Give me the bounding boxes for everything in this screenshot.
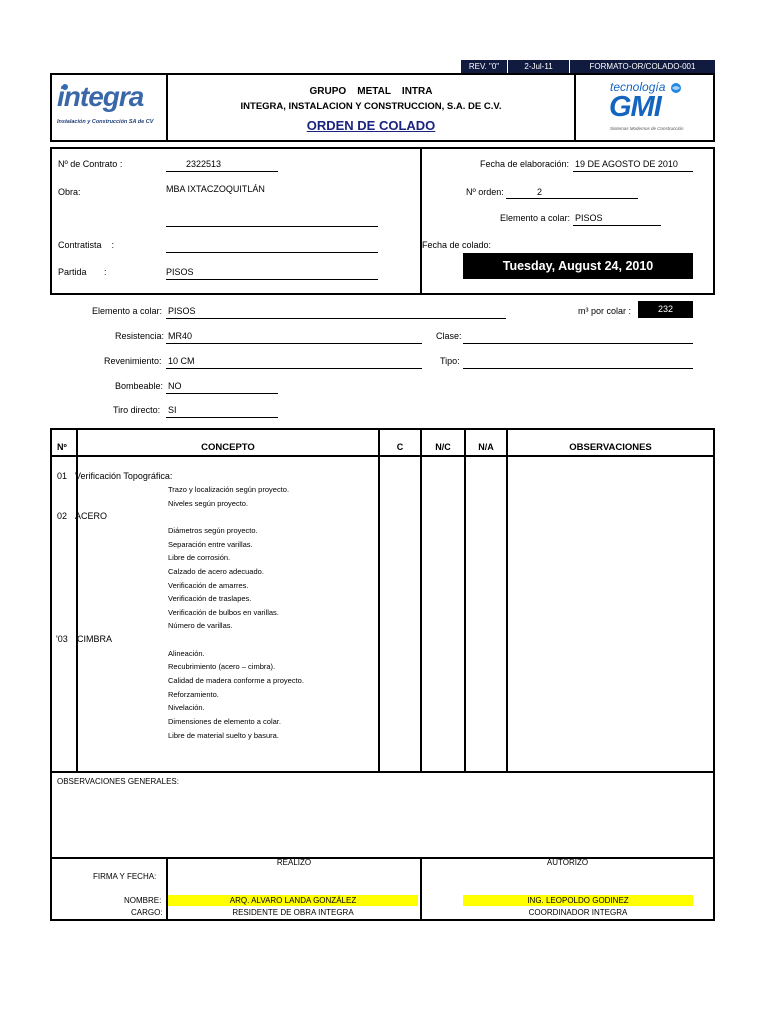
integra-logo xyxy=(55,78,165,138)
elemento-right-label: Elemento a colar: xyxy=(500,213,571,223)
partida-value: PISOS xyxy=(166,267,194,277)
checklist-item: Número de varillas. xyxy=(168,621,233,630)
realizo-nombre: ARQ. ALVARO LANDA GONZÁLEZ xyxy=(168,895,418,906)
gmi-logo xyxy=(580,78,710,138)
fecha-colado-value: Tuesday, August 24, 2010 xyxy=(463,253,693,279)
col-header-c: C xyxy=(396,442,404,452)
contract-value: 2322513 xyxy=(186,159,222,169)
nombre-label: NOMBRE: xyxy=(124,896,162,905)
clase-label: Clase: xyxy=(436,331,462,341)
checklist-item: Niveles según proyecto. xyxy=(168,499,249,508)
col-header-observaciones: OBSERVACIONES xyxy=(569,442,652,453)
checklist-item: Alineación. xyxy=(168,649,205,658)
autorizo-cargo: COORDINADOR INTEGRA xyxy=(528,908,628,917)
col-header-nc: N/C xyxy=(435,442,451,452)
revision-label: REV. "0" xyxy=(461,60,508,74)
checklist-item: Verificación de bulbos en varillas. xyxy=(168,608,279,617)
col-header-na: N/A xyxy=(478,442,494,452)
gmi-logo-top: tecnología xyxy=(610,80,666,94)
checklist-item: Verificación de amarres. xyxy=(168,581,249,590)
bombeable-value: NO xyxy=(168,381,182,391)
section-title: CIMBRA xyxy=(77,634,113,644)
spec-elemento-value: PISOS xyxy=(168,306,196,316)
resistencia-value: MR40 xyxy=(168,331,193,341)
observaciones-generales-label: OBSERVACIONES GENERALES: xyxy=(57,777,179,786)
m3-label: m³ por colar : xyxy=(578,306,632,316)
checklist-item: Reforzamiento. xyxy=(168,690,219,699)
cargo-label: CARGO: xyxy=(131,908,163,917)
section-number: 01 xyxy=(57,471,68,481)
fecha-colado-label: Fecha de colado: xyxy=(422,240,492,250)
section-number: 02 xyxy=(57,511,68,521)
section-title: ACERO xyxy=(75,511,108,521)
section-title: Verificación Topográfica: xyxy=(75,471,173,481)
revenimiento-value: 10 CM xyxy=(168,356,195,366)
contract-label: Nº de Contrato : xyxy=(58,159,123,169)
col-header-concepto: CONCEPTO xyxy=(201,442,255,453)
checklist-item: Recubrimiento (acero – cimbra). xyxy=(168,662,276,671)
col-header-num: Nº xyxy=(57,442,67,452)
m3-value: 232 xyxy=(638,301,693,318)
fecha-elaboracion-label: Fecha de elaboración: xyxy=(480,159,570,169)
fecha-elaboracion-value: 19 DE AGOSTO DE 2010 xyxy=(575,159,678,169)
contratista-label: Contratista : xyxy=(58,240,115,250)
spec-elemento-label: Elemento a colar: xyxy=(92,306,163,316)
orden-label: Nº orden: xyxy=(466,187,504,197)
tipo-label: Tipo: xyxy=(440,356,460,366)
autorizo-nombre: ING. LEOPOLDO GODINEZ xyxy=(463,895,693,906)
checklist-item: Separación entre varillas. xyxy=(168,540,253,549)
company-name: GRUPO METAL INTRA xyxy=(309,86,433,97)
checklist-item: Trazo y localización según proyecto. xyxy=(168,485,290,494)
section-number: '03 xyxy=(56,634,68,644)
tiro-directo-value: SI xyxy=(168,405,177,415)
checklist-item: Calzado de acero adecuado. xyxy=(168,567,264,576)
document-title: ORDEN DE COLADO xyxy=(306,118,436,133)
obra-value: MBA IXTACZOQUITLÁN xyxy=(166,184,265,194)
format-code: FORMATO-OR/COLADO-001 xyxy=(570,60,715,74)
legal-name: INTEGRA, INSTALACION Y CONSTRUCCION, S.A. DE C.V. xyxy=(240,101,502,112)
realizo-heading: REALIZO xyxy=(276,858,312,867)
checklist-item: Libre de corrosión. xyxy=(168,553,231,562)
obra-label: Obra: xyxy=(58,187,81,197)
partida-label: Partida : xyxy=(58,267,107,277)
tiro-directo-label: Tiro directo: xyxy=(113,405,161,415)
realizo-cargo: RESIDENTE DE OBRA INTEGRA xyxy=(232,908,354,917)
checklist-item: Nivelación. xyxy=(168,703,205,712)
checklist-item: Calidad de madera conforme a proyecto. xyxy=(168,676,304,685)
gmi-logo-name: GMI xyxy=(609,91,661,123)
firma-fecha-label: FIRMA Y FECHA: xyxy=(93,872,157,881)
bombeable-label: Bombeable: xyxy=(115,381,164,391)
integra-logo-tagline: Instalación y Construcción SA de CV xyxy=(57,119,154,125)
autorizo-heading: AUTORIZO xyxy=(546,858,589,867)
checklist-item: Dimensiones de elemento a colar. xyxy=(168,717,281,726)
elemento-right-value: PISOS xyxy=(575,213,603,223)
resistencia-label: Resistencia: xyxy=(115,331,165,341)
revenimiento-label: Revenimiento: xyxy=(104,356,162,366)
revision-date: 2-Jul-11 xyxy=(508,60,570,74)
integra-logo-name: integra xyxy=(57,81,144,112)
gmi-globe-icon xyxy=(670,82,682,94)
checklist-item: Diámetros según proyecto. xyxy=(168,526,258,535)
gmi-logo-tagline: Sistemas Modernos de Construcción xyxy=(610,126,684,131)
orden-value: 2 xyxy=(537,187,543,197)
checklist-item: Verificación de traslapes. xyxy=(168,594,252,603)
checklist-item: Libre de material suelto y basura. xyxy=(168,731,279,740)
